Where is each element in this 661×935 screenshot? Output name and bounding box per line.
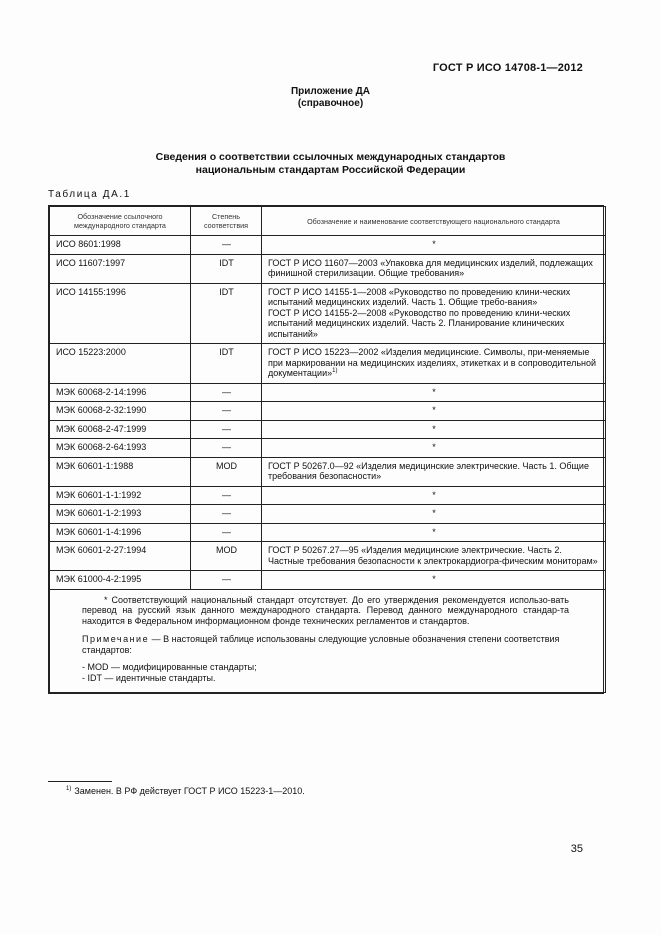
- document-id: ГОСТ Р ИСО 14708-1—2012: [432, 62, 583, 74]
- cell-national: *: [262, 486, 606, 505]
- national-standard-text: ГОСТ Р ИСО 15223—2002 «Изделия медицинские. Символы, при-меняемые при маркировании на медицинских изделиях, этикетках и в сопроводительной документации»: [268, 347, 597, 378]
- column-header-degree: Степень соответствия: [191, 207, 262, 236]
- cell-degree: —: [191, 402, 262, 421]
- column-header-reference: Обозначение ссылочного международного стандарта: [50, 207, 191, 236]
- column-header-national: Обозначение и наименование соответствующего национального стандарта: [262, 207, 606, 236]
- cell-national: [262, 344, 606, 384]
- cell-national: [262, 283, 606, 344]
- cell-national: *: [262, 236, 606, 255]
- table-note: [82, 634, 569, 656]
- abbreviation-list: [82, 662, 569, 684]
- table-row: [50, 439, 606, 458]
- cell-reference: МЭК 60068-2-47:1999: [50, 420, 191, 439]
- cell-degree: —: [191, 236, 262, 255]
- cell-degree: IDT: [191, 254, 262, 283]
- table-row: [50, 542, 606, 571]
- cell-degree: MOD: [191, 542, 262, 571]
- cell-reference: ИСО 15223:2000: [50, 344, 191, 384]
- cell-degree: IDT: [191, 283, 262, 344]
- cell-degree: —: [191, 571, 262, 590]
- national-standard-part-2: ГОСТ Р ИСО 14155-2—2008 «Руководство по проведению клини-ческих испытаний медицинских изделий. Часть 2. Планирование клинических испытаний»: [268, 307, 571, 339]
- cell-reference: ИСО 11607:1997: [50, 254, 191, 283]
- table-row: [50, 420, 606, 439]
- cell-national: ГОСТ Р ИСО 11607—2003 «Упаковка для медицинских изделий, подлежащих финишной стерилизации. Общие требования»: [262, 254, 606, 283]
- cell-degree: MOD: [191, 457, 262, 486]
- section-heading-line-2: национальным стандартам Российской Федерации: [195, 164, 466, 176]
- cell-reference: МЭК 60068-2-32:1990: [50, 402, 191, 421]
- cell-reference: МЭК 60601-1-1:1992: [50, 486, 191, 505]
- footnote-text: Заменен. В РФ действует ГОСТ Р ИСО 15223-1—2010.: [74, 786, 305, 796]
- cell-degree: —: [191, 439, 262, 458]
- cell-national: *: [262, 523, 606, 542]
- cell-reference: МЭК 61000-4-2:1995: [50, 571, 191, 590]
- cell-national: *: [262, 571, 606, 590]
- cell-national: *: [262, 505, 606, 524]
- table-row: [50, 523, 606, 542]
- annex-title-block: [0, 86, 661, 110]
- cell-reference: МЭК 60601-1:1988: [50, 457, 191, 486]
- list-item: - IDT — идентичные стандарты.: [82, 673, 216, 684]
- cell-degree: —: [191, 523, 262, 542]
- cell-reference: МЭК 60601-1-4:1996: [50, 523, 191, 542]
- footnote-mark: 1): [66, 786, 72, 792]
- table-notes: [50, 589, 606, 693]
- table-row: [50, 344, 606, 384]
- note-text: — В настоящей таблице использованы следующие условные обозначения степени соответствия стандартов:: [82, 633, 560, 655]
- cell-national: ГОСТ Р 50267.0—92 «Изделия медицинские электрические. Часть 1. Общие требования безопасности»: [262, 457, 606, 486]
- table-row: [50, 383, 606, 402]
- table-row: [50, 283, 606, 344]
- page-number: 35: [570, 843, 583, 855]
- table-row: [50, 254, 606, 283]
- cell-degree: —: [191, 420, 262, 439]
- cell-degree: —: [191, 486, 262, 505]
- national-standard-part-1: ГОСТ Р ИСО 14155-1—2008 «Руководство по проведению клини-ческих испытаний медицинских изделий. Часть 1. Общие требо-вания»: [268, 286, 571, 307]
- cell-degree: IDT: [191, 344, 262, 384]
- cell-national: *: [262, 420, 606, 439]
- list-item: - MOD — модифицированные стандарты;: [82, 662, 257, 673]
- annex-title: Приложение ДА: [290, 86, 371, 97]
- cell-reference: МЭК 60601-2-27:1994: [50, 542, 191, 571]
- table-footnote-star: * Соответствующий национальный стандарт отсутствует. До его утверждения рекомендуется использо-вать перевод на русский язык данного международного стандарта. Перевод данного международного стандар-та находится в Федеральном информационном фонде технических регламентов и стандартов.: [82, 594, 569, 627]
- annex-subtitle: (справочное): [297, 98, 364, 109]
- cell-degree: —: [191, 505, 262, 524]
- note-label: Примечание: [82, 633, 150, 644]
- table-row: [50, 236, 606, 255]
- page-footnote: [48, 786, 305, 796]
- cell-national: *: [262, 383, 606, 402]
- table-row: [50, 571, 606, 590]
- table-row: [50, 457, 606, 486]
- table-label: Таблица ДА.1: [48, 189, 131, 200]
- table-header-row: [50, 207, 606, 236]
- table-notes-row: [50, 589, 606, 693]
- cell-degree: —: [191, 383, 262, 402]
- cell-national: ГОСТ Р 50267.27—95 «Изделия медицинские электрические. Часть 2. Частные требования безопасности к электрокардиогра-фическим мониторам»: [262, 542, 606, 571]
- table-row: [50, 505, 606, 524]
- cell-national: *: [262, 402, 606, 421]
- footnote-divider: [48, 781, 112, 782]
- cell-reference: МЭК 60068-2-14:1996: [50, 383, 191, 402]
- correspondence-table: [48, 205, 604, 694]
- cell-reference: ИСО 14155:1996: [50, 283, 191, 344]
- section-heading: [0, 151, 661, 177]
- cell-reference: МЭК 60601-1-2:1993: [50, 505, 191, 524]
- section-heading-line-1: Сведения о соответствии ссылочных международных стандартов: [155, 151, 506, 163]
- cell-national: *: [262, 439, 606, 458]
- table-row: [50, 402, 606, 421]
- table-row: [50, 486, 606, 505]
- cell-reference: МЭК 60068-2-64:1993: [50, 439, 191, 458]
- footnote-reference-mark: 1): [332, 368, 338, 374]
- cell-reference: ИСО 8601:1998: [50, 236, 191, 255]
